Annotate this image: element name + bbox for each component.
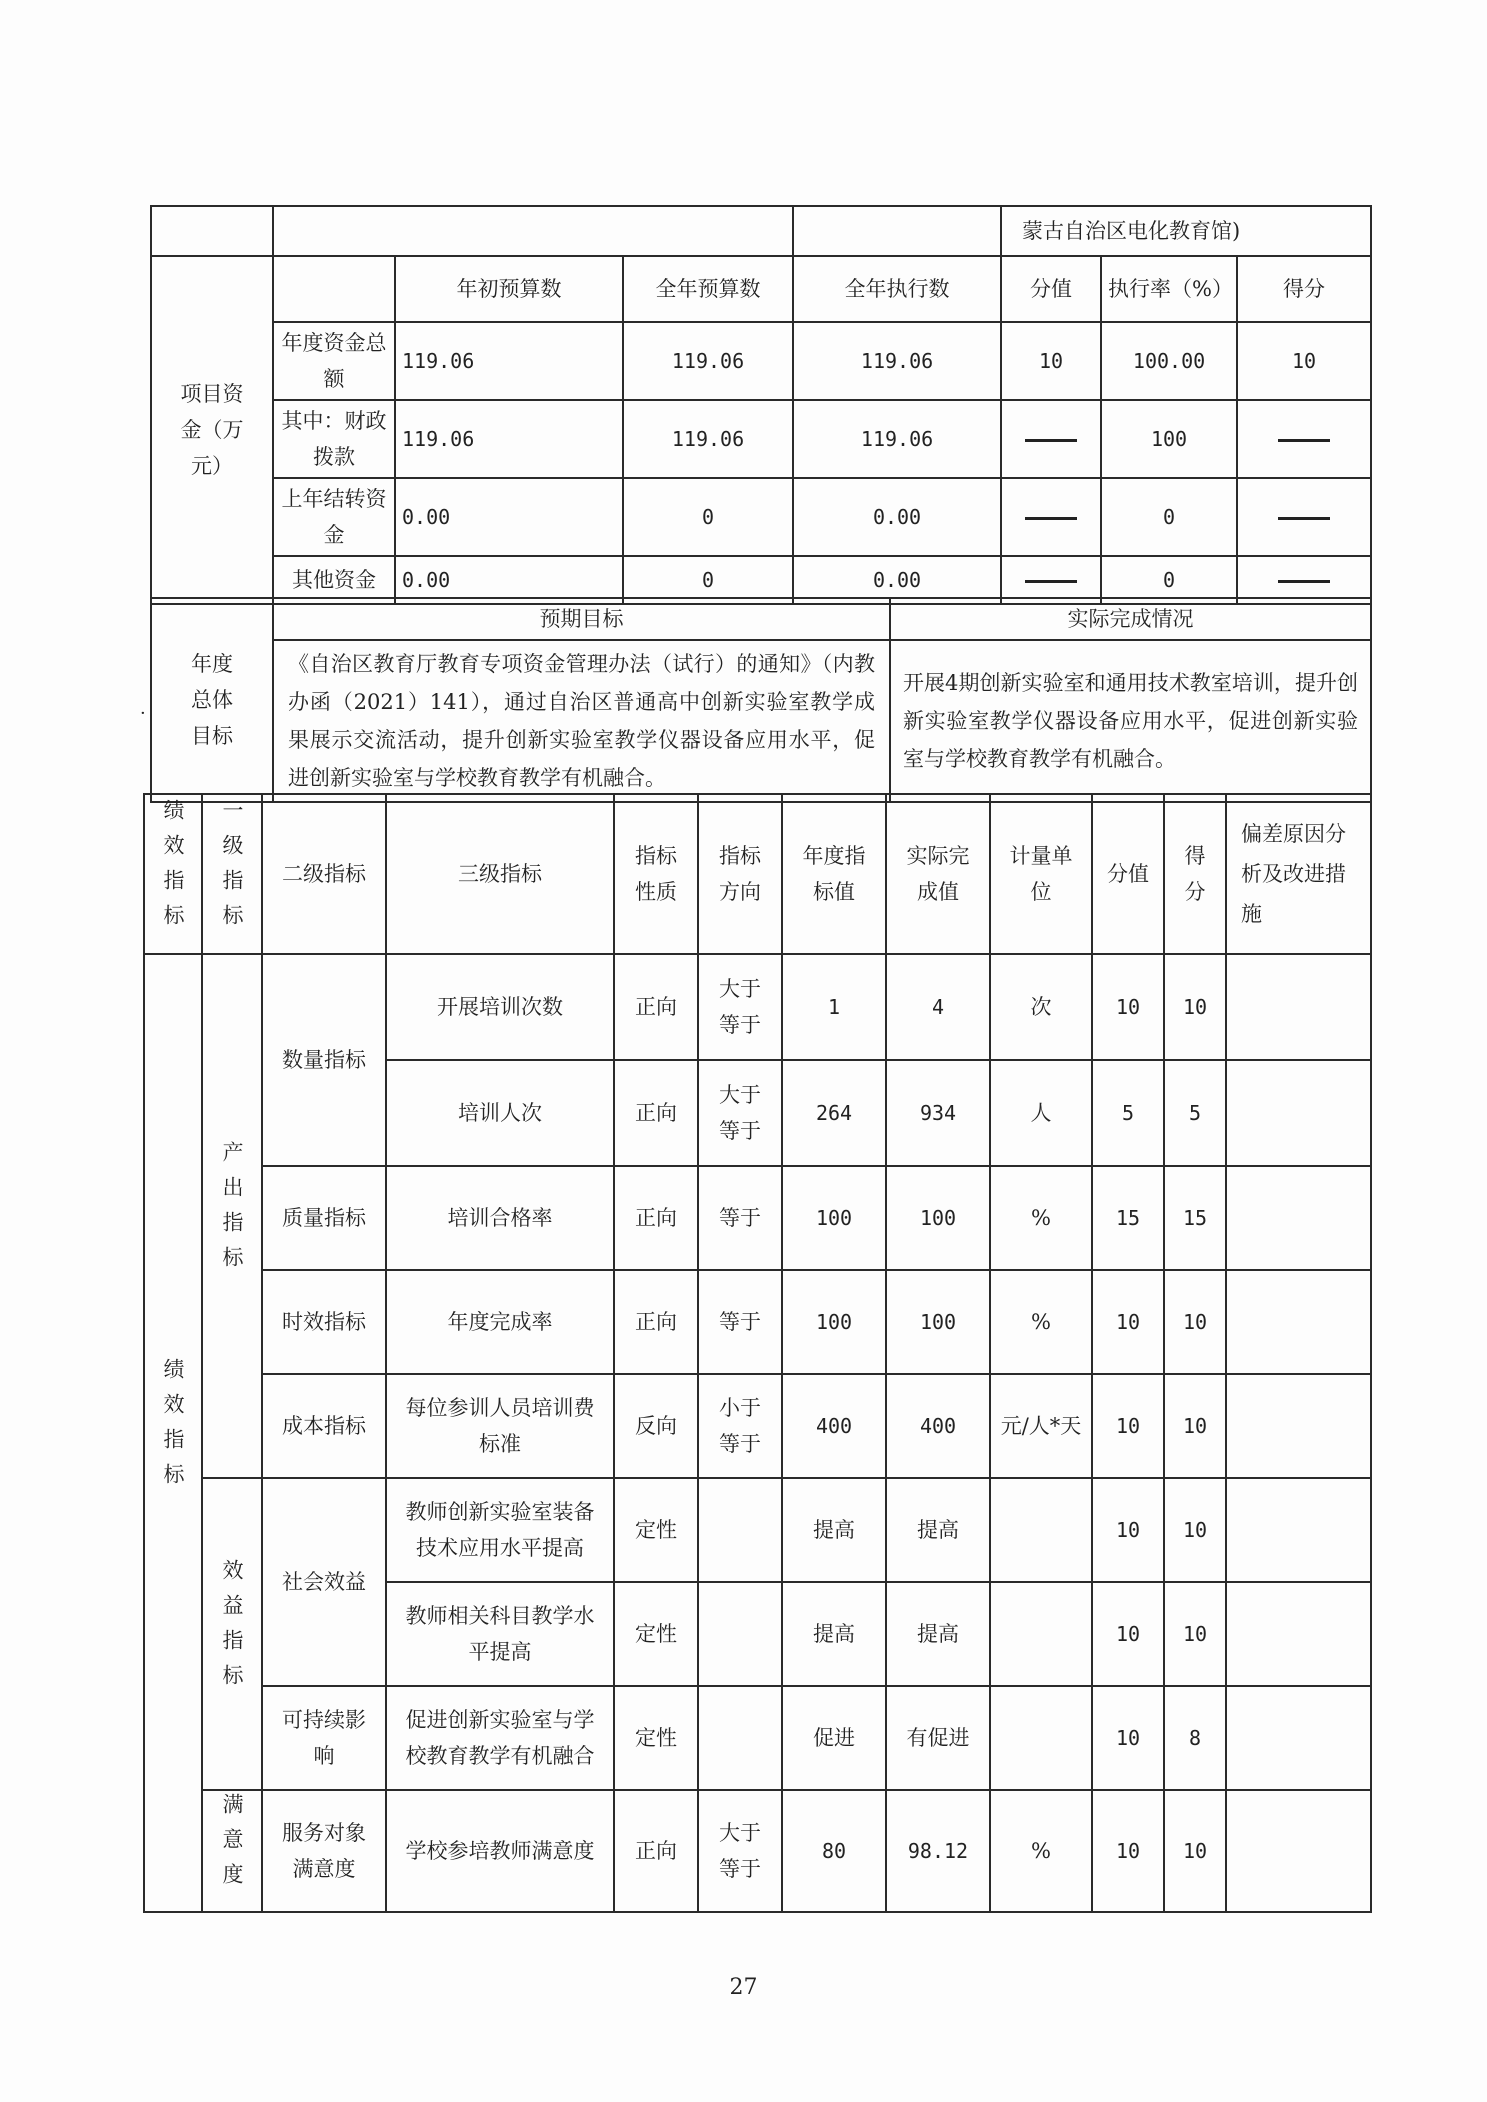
indicator-score-value: 15 [1092, 1166, 1164, 1270]
indicator-target: 80 [782, 1790, 886, 1912]
indicator-actual: 400 [886, 1374, 990, 1478]
dash-mark [1025, 439, 1077, 442]
funds-table [150, 205, 1372, 605]
funds-score-value: 10 [1001, 322, 1101, 400]
indicator-actual: 提高 [886, 1478, 990, 1582]
indicator-unit [990, 1478, 1092, 1582]
indicator-target: 400 [782, 1374, 886, 1478]
indicator-nature: 定性 [614, 1686, 698, 1790]
actual-goal-text: 开展4期创新实验室和通用技术教室培训，提升创新实验室教学仪器设备应用水平，促进创新实验室与学校教育教学有机融合。 [890, 640, 1371, 802]
indicator-analysis [1226, 1582, 1371, 1686]
col-analysis: 偏差原因分析及改进措施 [1226, 794, 1371, 954]
indicator-score-value: 5 [1092, 1060, 1164, 1166]
funds-initial: 119.06 [395, 322, 623, 400]
indicator-score-value: 10 [1092, 1686, 1164, 1790]
funds-exec: 0.00 [793, 556, 1001, 604]
col-score-value: 分值 [1092, 794, 1164, 954]
col-level3: 三级指标 [386, 794, 614, 954]
indicator-actual: 98.12 [886, 1790, 990, 1912]
indicator-score: 10 [1164, 1374, 1226, 1478]
indicator-direction: 大于等于 [698, 1060, 782, 1166]
col-level2: 二级指标 [262, 794, 386, 954]
col-level1: 一级指标 [202, 794, 262, 954]
col-unit: 计量单位 [990, 794, 1092, 954]
indicator-name: 年度完成率 [386, 1270, 614, 1374]
indicator-name: 教师相关科目教学水平提高 [386, 1582, 614, 1686]
indicator-score: 10 [1164, 1478, 1226, 1582]
funds-exec: 0.00 [793, 478, 1001, 556]
funds-initial: 119.06 [395, 400, 623, 478]
funds-row [151, 322, 1371, 400]
sub-social: 社会效益 [262, 1478, 386, 1686]
dash-mark [1278, 517, 1330, 520]
indicator-direction [698, 1582, 782, 1686]
indicator-score-value: 10 [1092, 1478, 1164, 1582]
col-score: 得分 [1237, 256, 1371, 322]
indicator-nature: 定性 [614, 1582, 698, 1686]
table-row [144, 1686, 1371, 1790]
page-number: 27 [729, 1975, 758, 2000]
funds-score: 10 [1237, 322, 1371, 400]
funds-rate: 100 [1101, 400, 1237, 478]
funds-rate: 100.00 [1101, 322, 1237, 400]
dash-mark [1278, 439, 1330, 442]
funds-full: 119.06 [623, 400, 793, 478]
funds-score-dash [1237, 478, 1371, 556]
indicator-score: 5 [1164, 1060, 1226, 1166]
indicator-score: 8 [1164, 1686, 1226, 1790]
sub-quantity: 数量指标 [262, 954, 386, 1166]
indicator-target: 100 [782, 1166, 886, 1270]
indicator-nature: 正向 [614, 1270, 698, 1374]
indicator-nature: 定性 [614, 1478, 698, 1582]
col-perf: 绩效指标 [144, 794, 202, 954]
funds-full: 0 [623, 478, 793, 556]
dash-mark [1025, 517, 1077, 520]
indicator-target: 促进 [782, 1686, 886, 1790]
sub-sustain: 可持续影响 [262, 1686, 386, 1790]
indicator-score-value: 10 [1092, 954, 1164, 1060]
indicator-direction: 小于等于 [698, 1374, 782, 1478]
expected-goal-text: 《自治区教育厅教育专项资金管理办法（试行）的通知》（内教办函（2021）141），通过自治区普通高中创新实验室教学成果展示交流活动，提升创新实验室教学仪器设备应用水平，促进创新实验室与学校教育教学有机融合。 [273, 640, 890, 802]
indicator-analysis [1226, 1686, 1371, 1790]
indicator-unit: 次 [990, 954, 1092, 1060]
indicator-unit: 人 [990, 1060, 1092, 1166]
indicators-table [143, 793, 1372, 1913]
table-row [144, 1166, 1371, 1270]
indicator-nature: 正向 [614, 1060, 698, 1166]
indicator-actual: 100 [886, 1270, 990, 1374]
col-initial-budget: 年初预算数 [395, 256, 623, 322]
indicator-score: 10 [1164, 1582, 1226, 1686]
funds-exec: 119.06 [793, 400, 1001, 478]
indicator-direction: 大于等于 [698, 1790, 782, 1912]
goals-table [150, 597, 1372, 803]
indicator-unit [990, 1582, 1092, 1686]
indicator-direction: 大于等于 [698, 954, 782, 1060]
indicator-unit: 元/人*天 [990, 1374, 1092, 1478]
indicator-actual: 4 [886, 954, 990, 1060]
indicator-score: 15 [1164, 1166, 1226, 1270]
indicator-unit: % [990, 1790, 1092, 1912]
funds-header-blank [273, 256, 395, 322]
indicator-score-value: 10 [1092, 1270, 1164, 1374]
col-exec-rate: 执行率（%） [1101, 256, 1237, 322]
indicator-target: 1 [782, 954, 886, 1060]
funds-row-label: 年度资金总额 [273, 322, 395, 400]
group-benefit: 效益指标 [202, 1478, 262, 1790]
indicator-score: 10 [1164, 1270, 1226, 1374]
table-row [144, 1374, 1371, 1478]
funds-exec: 119.06 [793, 322, 1001, 400]
dash-mark [1278, 580, 1330, 583]
table-row [144, 1478, 1371, 1582]
stray-mark: · [140, 703, 146, 724]
funds-row-label: 上年结转资金 [273, 478, 395, 556]
col-score-value: 分值 [1001, 256, 1101, 322]
col-executed: 全年执行数 [793, 256, 1001, 322]
funds-row [151, 478, 1371, 556]
col-target: 年度指标值 [782, 794, 886, 954]
table-row [144, 954, 1371, 1060]
indicator-header-row [144, 794, 1371, 954]
funds-rate: 0 [1101, 556, 1237, 604]
indicator-score-value: 10 [1092, 1790, 1164, 1912]
sub-cost: 成本指标 [262, 1374, 386, 1478]
indicator-score: 10 [1164, 1790, 1226, 1912]
indicator-name: 每位参训人员培训费标准 [386, 1374, 614, 1478]
table-row [144, 1270, 1371, 1374]
indicator-target: 提高 [782, 1582, 886, 1686]
indicator-name: 培训合格率 [386, 1166, 614, 1270]
funds-initial: 0.00 [395, 556, 623, 604]
col-nature: 指标性质 [614, 794, 698, 954]
header-blank-3 [793, 206, 1001, 256]
indicator-name: 促进创新实验室与学校教育教学有机融合 [386, 1686, 614, 1790]
indicator-score-value: 10 [1092, 1582, 1164, 1686]
group-satisfaction: 满意度 [202, 1790, 262, 1912]
funds-section-label: 项目资金（万元） [151, 256, 273, 604]
indicator-analysis [1226, 1374, 1371, 1478]
expected-goal-header: 预期目标 [273, 598, 890, 640]
sub-service: 服务对象满意度 [262, 1790, 386, 1912]
dash-mark [1025, 580, 1077, 583]
funds-full: 119.06 [623, 322, 793, 400]
funds-rate: 0 [1101, 478, 1237, 556]
group-output: 产出指标 [202, 954, 262, 1478]
col-score: 得分 [1164, 794, 1226, 954]
header-blank-1 [151, 206, 273, 256]
sub-timeliness: 时效指标 [262, 1270, 386, 1374]
indicator-unit: % [990, 1166, 1092, 1270]
indicator-name: 学校参培教师满意度 [386, 1790, 614, 1912]
funds-row-label: 其中：财政拨款 [273, 400, 395, 478]
indicator-unit [990, 1686, 1092, 1790]
table-row [144, 1790, 1371, 1912]
indicator-nature: 反向 [614, 1374, 698, 1478]
org-name: 蒙古自治区电化教育馆) [1001, 206, 1371, 256]
indicator-score: 10 [1164, 954, 1226, 1060]
indicator-nature: 正向 [614, 1166, 698, 1270]
indicator-target: 100 [782, 1270, 886, 1374]
header-blank-2 [273, 206, 793, 256]
funds-row-label: 其他资金 [273, 556, 395, 604]
indicator-name: 教师创新实验室装备技术应用水平提高 [386, 1478, 614, 1582]
indicator-target: 264 [782, 1060, 886, 1166]
indicator-analysis [1226, 1166, 1371, 1270]
funds-initial: 0.00 [395, 478, 623, 556]
perf-section-label: 绩效指标 [144, 954, 202, 1912]
indicator-nature: 正向 [614, 954, 698, 1060]
indicator-analysis [1226, 954, 1371, 1060]
indicator-actual: 934 [886, 1060, 990, 1166]
indicator-analysis [1226, 1060, 1371, 1166]
col-direction: 指标方向 [698, 794, 782, 954]
indicator-analysis [1226, 1790, 1371, 1912]
funds-full: 0 [623, 556, 793, 604]
indicator-analysis [1226, 1478, 1371, 1582]
col-full-budget: 全年预算数 [623, 256, 793, 322]
indicator-unit: % [990, 1270, 1092, 1374]
indicator-direction: 等于 [698, 1166, 782, 1270]
indicator-name: 培训人次 [386, 1060, 614, 1166]
sub-quality: 质量指标 [262, 1166, 386, 1270]
indicator-analysis [1226, 1270, 1371, 1374]
indicator-actual: 提高 [886, 1582, 990, 1686]
indicator-actual: 有促进 [886, 1686, 990, 1790]
indicator-name: 开展培训次数 [386, 954, 614, 1060]
indicator-actual: 100 [886, 1166, 990, 1270]
goals-section-label: 年度总体目标 [151, 598, 273, 802]
indicator-target: 提高 [782, 1478, 886, 1582]
indicator-direction [698, 1686, 782, 1790]
indicator-direction [698, 1478, 782, 1582]
indicator-score-value: 10 [1092, 1374, 1164, 1478]
funds-score-value-dash [1001, 400, 1101, 478]
funds-score-dash [1237, 400, 1371, 478]
funds-row [151, 400, 1371, 478]
funds-score-value-dash [1001, 478, 1101, 556]
indicator-direction: 等于 [698, 1270, 782, 1374]
actual-goal-header: 实际完成情况 [890, 598, 1371, 640]
indicator-nature: 正向 [614, 1790, 698, 1912]
col-actual: 实际完成值 [886, 794, 990, 954]
